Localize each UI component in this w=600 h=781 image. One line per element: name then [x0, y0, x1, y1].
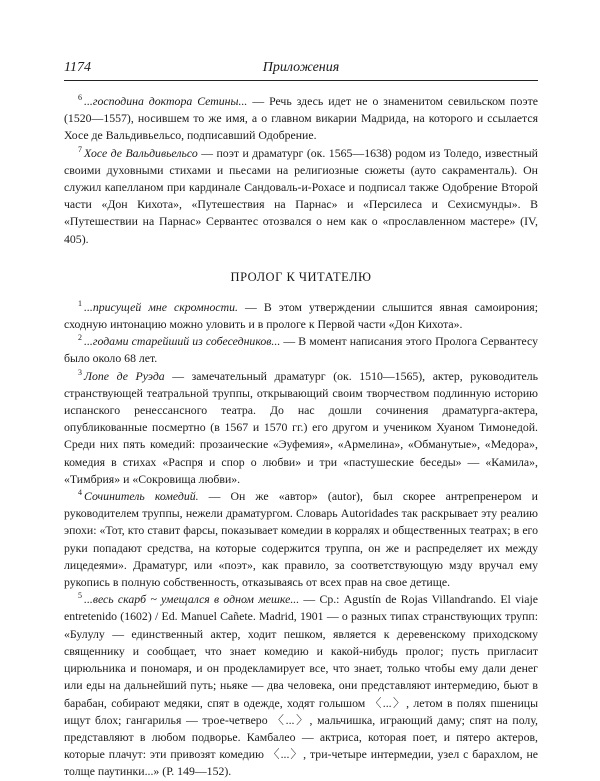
- note-1: [64, 299, 538, 333]
- note-2: [64, 333, 538, 367]
- note-text: — Речь здесь идет не о знаменитом севильском поэте (1520—1557), носившем то же имя, а о главном викарии Мадрида, на которого и ссылается Хосе де Вальдивьельсо, подписавший Одобрение.: [64, 94, 538, 143]
- note-number: 1: [78, 298, 82, 308]
- note-6: [64, 93, 538, 145]
- section-title: ПРОЛОГ К ЧИТАТЕЛЮ: [230, 269, 372, 284]
- note-number: 3: [78, 367, 82, 377]
- note-text: — Ср.: Agustín de Rojas Villandrando. El viaje entretenido (1602) / Ed. Manuel Cañete. Madrid, 1901 — о разных типах странствующих трупп: «Булулу — единственный актер, ходит пешком, является к деревенскому приходскому священнику и сообщает, что знает комедию и какой-нибудь пролог; пусть пригласит цирюльника и пономаря, и он продекламирует все, что знает, только чтобы ему дали денег или еды на дальнейший путь; ньяке — два человека, они представляют интермедию, бьют в барабан, собирают медяки, спят в одежде, ходят голышом 〈...〉, летом в полях пшеницы ищут блох; гангарилья — трое-четверо 〈...〉, мальчишка, играющий даму; спят на полу, представляют в любом подворье. Камбалео — актриса, которая поет, и пятеро актеров, которые плачут: эти привозят комедию 〈...〉, три-четыре интермедии, узел с барахлом, не толще паутинки...» (Р. 149—152).: [64, 592, 538, 779]
- note-number: 2: [78, 333, 82, 343]
- page-content: [64, 93, 538, 781]
- note-lemma: Хосе де Вальдивьельсо: [84, 145, 198, 160]
- note-lemma: Сочинитель комедий.: [84, 489, 199, 504]
- note-text: — замечательный драматург (ок. 1510—1565), актер, руководитель странствующей театральной труппы, открывающий своим творчеством подлинную историю испанского ренессансного театра. До нас дошли сочинения драматурга-актера, опубликованные посмертно (в 1567 и 1570 гг.) его другом и учеником Хуаном Тимонедой. Среди них пять комедий: прозаические «Эуфемия», «Армелина», «Обманутые», «Медора», комедия в стихах «Распря и спор о любви» и три «пастушеские беседы» — «Камила», «Тимбрия» и «Сокровища любви».: [64, 368, 539, 486]
- note-number: 6: [78, 93, 82, 103]
- note-text: — В этом утверждении слышится явная самоирония; сходную интонацию можно уловить и в прологе к Первой части «Дон Кихота».: [64, 299, 538, 332]
- note-text: — Он же «автор» (autor), был скорее антрепренером и руководителем труппы, нежели драматургом. Словарь Autoridades так раскрывает эту реалию эпохи: «Тот, кто ставит фарсы, показывает комедии в корралях и общественных театрах; в его руки попадают средства, на которые содержится труппа, он же и распределяет их между лицедеями». Драматург, или «поэт», как правило, за соответствующую мзду вручал ему рукопись в полную собственность, отказываясь от всех прав на свое детище.: [64, 489, 538, 590]
- note-3: [64, 368, 538, 488]
- note-text: — В момент написания этого Пролога Сервантесу было около 68 лет.: [64, 334, 538, 366]
- note-lemma: ...годами старейший из собеседников...: [84, 334, 281, 349]
- note-number: 5: [78, 591, 82, 601]
- note-lemma: ...присущей мне скромности.: [84, 299, 238, 314]
- note-lemma: ...господина доктора Сетины...: [84, 94, 248, 108]
- note-text: — поэт и драматург (ок. 1565—1638) родом из Толедо, известный своими духовными стихами и пьесами на религиозные сюжеты (ауто сакраменталь). Он служил капелланом при кардинале Сандоваль-и-Рохасе и подписал также Одобрение Второй части «Дон Кихота», «Путешествия на Парнас» и «Персилеса и Сехисмунды». В «Путешествии на Парнас» Сервантес отозвался о нем как о «прославленном мастере» (IV, 405).: [64, 145, 538, 246]
- note-number: 4: [78, 488, 82, 498]
- note-number: 7: [78, 144, 82, 154]
- note-4: [64, 488, 538, 591]
- note-5: [64, 591, 538, 780]
- note-7: [64, 145, 538, 248]
- note-lemma: Лопе де Руэда: [84, 368, 165, 383]
- page-number: 1174: [64, 60, 91, 75]
- running-title: Приложения: [262, 60, 340, 75]
- note-lemma: ...весь скарб ~ умещался в одном мешке...: [84, 592, 300, 607]
- page-header: [64, 60, 538, 81]
